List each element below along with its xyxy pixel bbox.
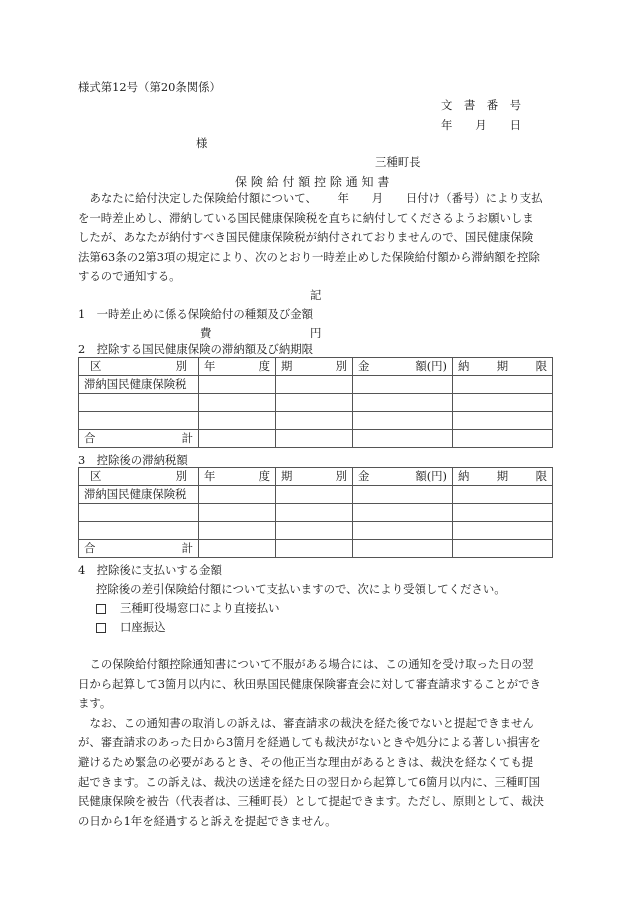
- table-header-row: [79, 358, 553, 376]
- intro-line: したが、あなたが納付すべき国民健康保険税が納付されておりませんので、国民健康保険: [78, 230, 534, 245]
- fiscal-year-cell[interactable]: [199, 430, 276, 448]
- fiscal-year-cell[interactable]: [199, 540, 276, 558]
- table-total-row: [79, 540, 553, 558]
- amount-cell[interactable]: [353, 394, 453, 412]
- due-date-cell[interactable]: [453, 412, 553, 430]
- notice-line: 避けるため緊急の必要があるとき、その他正当な理由があるときは、裁決を経なくても提: [78, 754, 534, 769]
- table-row: [79, 486, 553, 504]
- benefit-type-label: 費: [200, 326, 212, 340]
- total-label: 合 計: [79, 540, 199, 558]
- addressee-suffix: 様: [196, 136, 208, 150]
- intro-paragraph: [78, 189, 552, 287]
- header-period: 期 別: [276, 358, 353, 376]
- document-number-label: [441, 100, 521, 111]
- due-date-cell[interactable]: [453, 394, 553, 412]
- option-bank-transfer[interactable]: [96, 622, 166, 633]
- benefit-amount-unit: 円: [310, 326, 322, 340]
- header-category: 区 別: [79, 358, 199, 376]
- row-label: 滞納国民健康保険税: [79, 486, 199, 504]
- period-cell[interactable]: [276, 412, 353, 430]
- notice-line: ます。: [78, 696, 112, 711]
- header-fiscal-year: 年 度: [199, 468, 276, 486]
- header-period: 期 別: [276, 468, 353, 486]
- period-cell[interactable]: [276, 430, 353, 448]
- ki-label: 記: [310, 288, 322, 302]
- period-cell[interactable]: [276, 504, 353, 522]
- period-cell[interactable]: [276, 376, 353, 394]
- day-label: 日: [509, 118, 521, 132]
- period-cell[interactable]: [276, 540, 353, 558]
- issuer: 三種町長: [375, 155, 421, 169]
- doc-number-char: 番: [486, 98, 499, 112]
- row-label: 滞納国民健康保険税: [79, 376, 199, 394]
- row-label[interactable]: [79, 522, 199, 540]
- amount-cell[interactable]: [353, 486, 453, 504]
- remaining-arrears-table: [78, 467, 553, 558]
- table-header-row: [79, 468, 553, 486]
- appeal-notice: [78, 655, 552, 831]
- arrears-table: [78, 357, 553, 448]
- notice-line: なお、この通知書の取消しの訴えは、審査請求の裁決を経た後でないと提起できません: [89, 715, 534, 730]
- due-date-cell[interactable]: [453, 486, 553, 504]
- checkbox-icon[interactable]: [96, 604, 106, 614]
- notice-line: 起できます。この訴えは、裁決の送達を経た日の翌日から起算して6箇月以内に、三種町国: [78, 774, 540, 789]
- intro-line: を一時差止めし、滞納している国民健康保険税を直ちに納付してくださるようお願いしま: [78, 210, 534, 225]
- due-date-cell[interactable]: [453, 376, 553, 394]
- page-title: 保 険 給 付 額 控 除 通 知 書: [235, 175, 390, 189]
- period-cell[interactable]: [276, 486, 353, 504]
- table-row: [79, 504, 553, 522]
- amount-cell[interactable]: [353, 412, 453, 430]
- amount-cell[interactable]: [353, 376, 453, 394]
- option-label: 三種町役場窓口により直接払い: [120, 601, 280, 615]
- notice-line: 民健康保険を被告（代表者は、三種町長）として提起できます。ただし、原則として、裁決: [78, 794, 544, 809]
- amount-cell[interactable]: [353, 540, 453, 558]
- doc-number-char: 書: [463, 98, 476, 112]
- header-amount: 金 額(円): [353, 468, 453, 486]
- table-row: [79, 394, 553, 412]
- due-date-cell[interactable]: [453, 522, 553, 540]
- fiscal-year-cell[interactable]: [199, 376, 276, 394]
- amount-cell[interactable]: [353, 504, 453, 522]
- section-3-heading: 3 控除後の滞納税額: [78, 453, 188, 467]
- month-label: 月: [475, 118, 487, 132]
- period-cell[interactable]: [276, 394, 353, 412]
- fiscal-year-cell[interactable]: [199, 486, 276, 504]
- form-number: 様式第12号（第20条関係）: [78, 80, 221, 94]
- table-row: [79, 412, 553, 430]
- table-row: [79, 376, 553, 394]
- section-2-heading: 2 控除する国民健康保険の滞納額及び納期限: [78, 342, 314, 356]
- due-date-cell[interactable]: [453, 540, 553, 558]
- notice-line: 日から起算して3箇月以内に、秋田県国民健康保険審査会に対して審査請求することができ: [78, 676, 541, 691]
- date-label: [441, 120, 521, 131]
- header-due-date: 納 期 限: [453, 358, 553, 376]
- fiscal-year-cell[interactable]: [199, 504, 276, 522]
- fiscal-year-cell[interactable]: [199, 522, 276, 540]
- header-due-date: 納 期 限: [453, 468, 553, 486]
- intro-line: あなたに給付決定した保険給付額について、 年 月 日付け（番号）により支払: [89, 191, 543, 205]
- intro-line: 法第63条の2第3項の規定により、次のとおり一時差止めした保険給付額から滞納額を控除: [78, 249, 540, 264]
- amount-cell[interactable]: [353, 430, 453, 448]
- table-total-row: [79, 430, 553, 448]
- header-amount: 金 額(円): [353, 358, 453, 376]
- header-category: 区 別: [79, 468, 199, 486]
- header-fiscal-year: 年 度: [199, 358, 276, 376]
- section-1-heading: 1 一時差止めに係る保険給付の種類及び金額: [78, 307, 314, 321]
- total-label: 合 計: [79, 430, 199, 448]
- due-date-cell[interactable]: [453, 504, 553, 522]
- doc-number-char: 号: [509, 98, 521, 112]
- option-label: 口座振込: [120, 620, 166, 634]
- amount-cell[interactable]: [353, 522, 453, 540]
- notice-line: が、審査請求のあった日から3箇月を経過しても裁決がないときや処分による著しい損害を: [78, 735, 541, 750]
- doc-number-char: 文: [441, 98, 453, 112]
- row-label[interactable]: [79, 412, 199, 430]
- checkbox-icon[interactable]: [96, 623, 106, 633]
- fiscal-year-cell[interactable]: [199, 412, 276, 430]
- due-date-cell[interactable]: [453, 430, 553, 448]
- notice-line: この保険給付額控除通知書について不服がある場合には、この通知を受け取った日の翌: [89, 657, 534, 671]
- row-label[interactable]: [79, 504, 199, 522]
- notice-line: の日から1年を経過すると訴えを提起できません。: [78, 813, 337, 828]
- section-4-heading: 4 控除後に支払いする金額: [78, 563, 222, 577]
- section-4-description: 控除後の差引保険給付額について支払いますので、次により受領してください。: [96, 582, 506, 596]
- row-label[interactable]: [79, 394, 199, 412]
- option-counter-payment[interactable]: [96, 603, 279, 614]
- year-label: 年: [441, 118, 453, 132]
- period-cell[interactable]: [276, 522, 353, 540]
- intro-line: するので通知する。: [78, 269, 181, 284]
- table-row: [79, 522, 553, 540]
- fiscal-year-cell[interactable]: [199, 394, 276, 412]
